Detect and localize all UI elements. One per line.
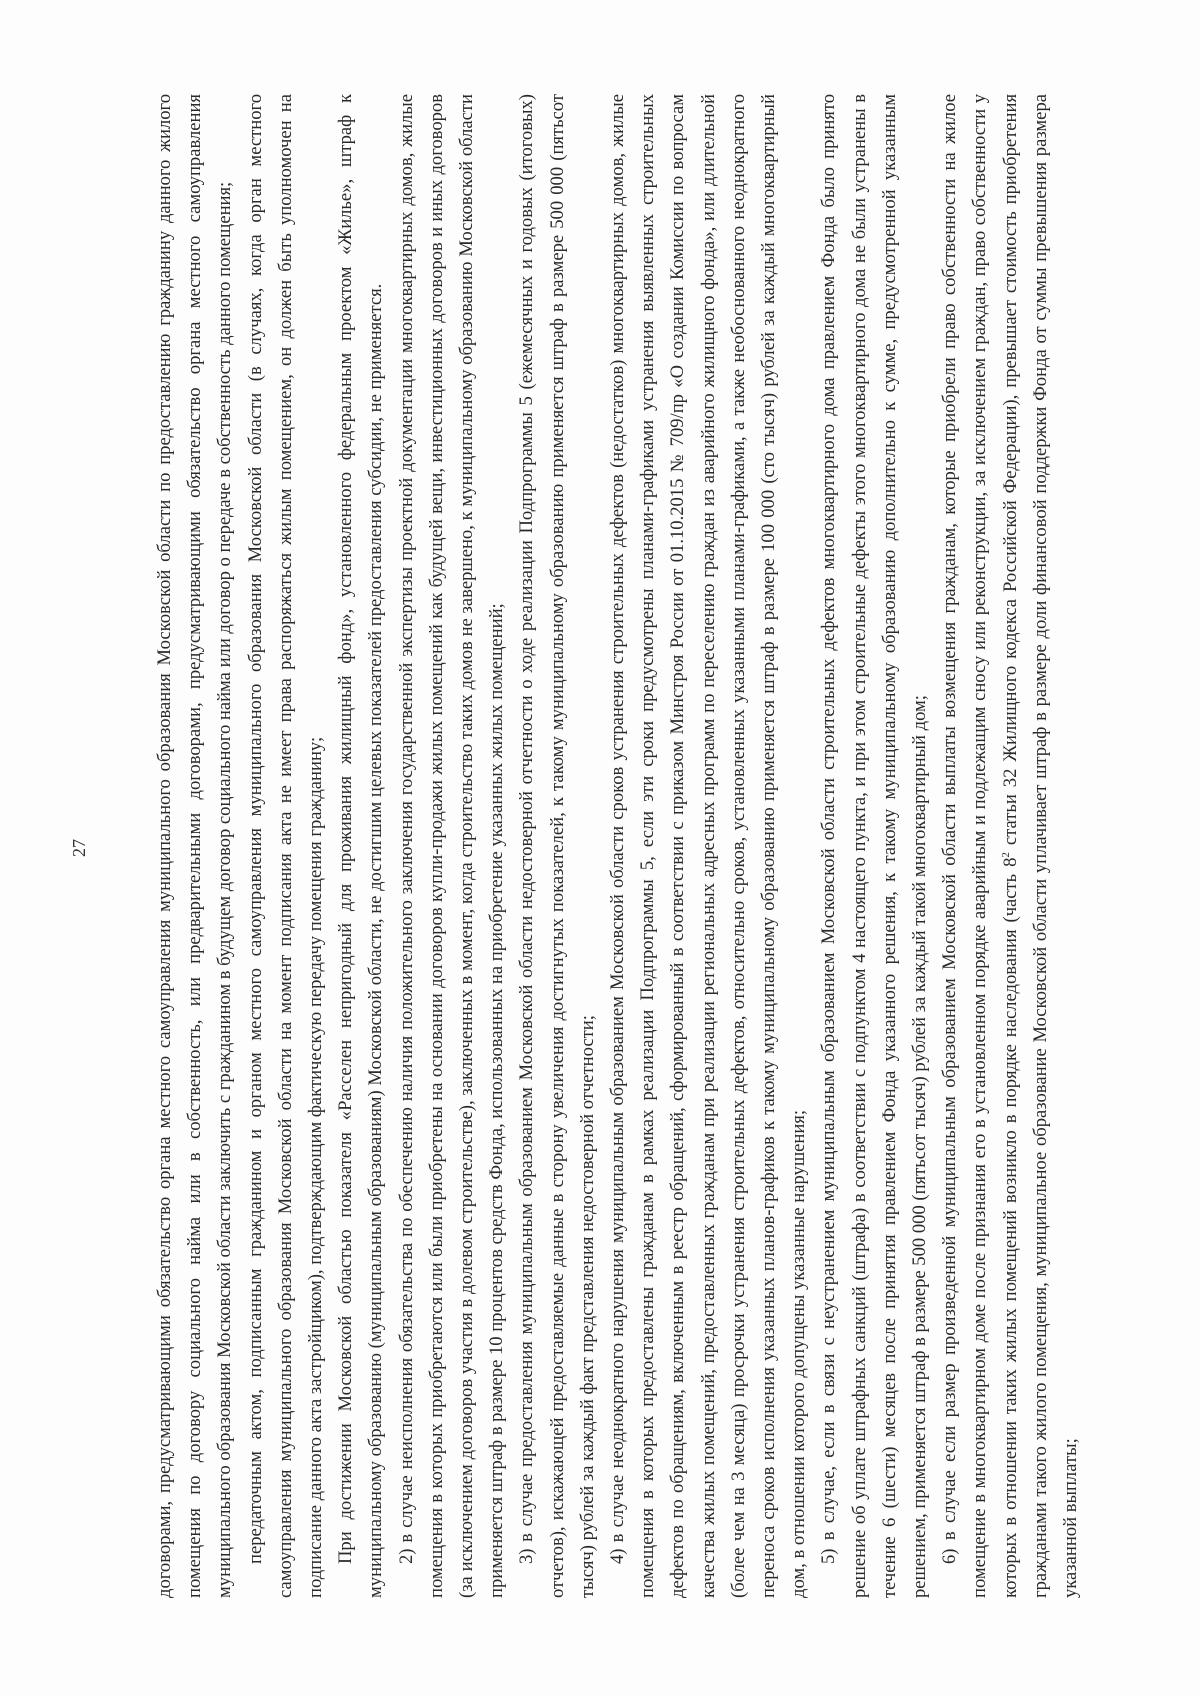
paragraph-contracts: договорами, предусматривающими обязательство органа местного самоуправления муниципального образования Московской области по предоставлению гражданину данного жилого помещения по договору социального найма или в собственность, или предварительными договорами, предусматривающими обязательство органа местного самоуправления муниципального образования Московской области заключить с гражданином в будущем договор социального найма или договор о передаче в собственность данного помещения; (154, 94, 236, 1598)
paragraph-transfer-act: передаточным актом, подписанным гражданином и органом местного самоуправления муниципального образования Московской области (в случаях, когда орган местного самоуправления муниципального образования Московской области на момент подписания акта не имеет права распоряжаться жилым помещением, он должен быть уполномочен на подписание данного акта застройщиком), подтверждающим фактическую передачу помещения гражданину; (244, 94, 327, 1598)
paragraph-item-2: 2) в случае неисполнения обязательства по обеспечению наличия положительного заключения государственной экспертизы проектной документации многоквартирных домов, жилые помещения в которых приобретаются или были приобретены на основании договоров купли-продажи жилых помещений как будущей вещи, инвестиционных договоров и иных договоров (за исключением договоров участия в долевом строительстве), заключенных в момент, когда строительство таких домов не завершено, к муниципальному образованию Московской области применяется штраф в размере 10 процентов средств Фонда, использованных на приобретение указанных жилых помещений; (395, 94, 508, 1598)
paragraph-item-5: 5) в случае, если в связи с неустранением муниципальным образованием Московской области строительных дефектов многоквартирного дома правлением Фонда было принято решение об уплате штрафных санкций (штрафа) в соответствии с подпунктом 4 настоящего пункта, и при этом строительные дефекты этого многоквартирного дома не были устранены в течение 6 (шести) месяцев после принятия правлением Фонда указанного решения, к такому муниципальному образованию дополнительно к сумме, предусмотренной указанным решением, применяется штраф в размере 500 000 (пятьсот тысяч) рублей за каждый такой многоквартирный дом; (818, 94, 931, 1598)
paragraph-item-6 (935, 94, 1086, 1598)
body-text (150, 94, 1086, 1598)
paragraph-achievement: При достижении Московской областью показателя «Расселен непригодный для проживания жилищный фонд», установленного федеральным проектом «Жилье», штраф к муниципальному образованию (муниципальным образованиям) Московской области, не достигшим целевых показателей предоставления субсидии, не применяется. (335, 94, 387, 1598)
paragraph-item-4: 4) в случае неоднократного нарушения муниципальным образованием Московской области сроков устранения строительных дефектов (недостатков) многоквартирных домов, жилые помещения в которых предоставлены гражданам в рамках реализации Подпрограммы 5, если эти сроки предусмотрены планами-графиками устранения выявленных строительных дефектов по обращениям, включенным в реестр обращений, сформированный в соответствии с приказом Минстроя России от 01.10.2015 № 709/пр «О создании Комиссии по вопросам качества жилых помещений, предоставленных гражданам при реализации региональных адресных программ по переселению граждан из аварийного жилищного фонда», или длительной (более чем на 3 месяца) просрочки устранения строительных дефектов, относительно сроков, установленных указанными планами-графиками, а также необоснованного неоднократного переноса сроков исполнения указанных планов-графиков к такому муниципальному образованию применяется штраф в размере 100 000 (сто тысяч) рублей за каждый многоквартирный дом, в отношении которого допущены указанные нарушения; (607, 94, 810, 1598)
paragraph-item-3: 3) в случае предоставления муниципальным образованием Московской области недостоверной отчетности о ходе реализации Подпрограммы 5 (ежемесячных и годовых (итоговых) отчетов), искажающей предоставляемые данные в сторону увеличения достигнутых показателей, к такому муниципальному образованию применяется штраф в размере 500 000 (пятьсот тысяч) рублей за каждый факт представления недостоверной отчетности; (516, 94, 598, 1598)
superscript-2: 2 (999, 852, 1012, 858)
page-number: 27 (69, 839, 89, 857)
paragraph-item-6-part-2: статьи 32 Жилищного кодекса Российской Федерации), превышает стоимость приобретения гражданами такого жилого помещения, муниципальное образование Московской области уплачивает штраф в размере доли финансовой поддержки Фонда от суммы превышения размера указанной выплаты; (999, 93, 1082, 1598)
rotated-page-content (70, 68, 1130, 1628)
paragraph-item-6-part-1: 6) в случае если размер произведенной муниципальным образованием Московской области выплаты возмещения гражданам, которые приобрели право собственности на жилое помещение в многоквартирном доме после признания его в установленном порядке аварийным и подлежащим сносу или реконструкции, за исключением граждан, право собственности у которых в отношении таких жилых помещений возникло в порядке наследования (часть 8 (939, 94, 1021, 1598)
